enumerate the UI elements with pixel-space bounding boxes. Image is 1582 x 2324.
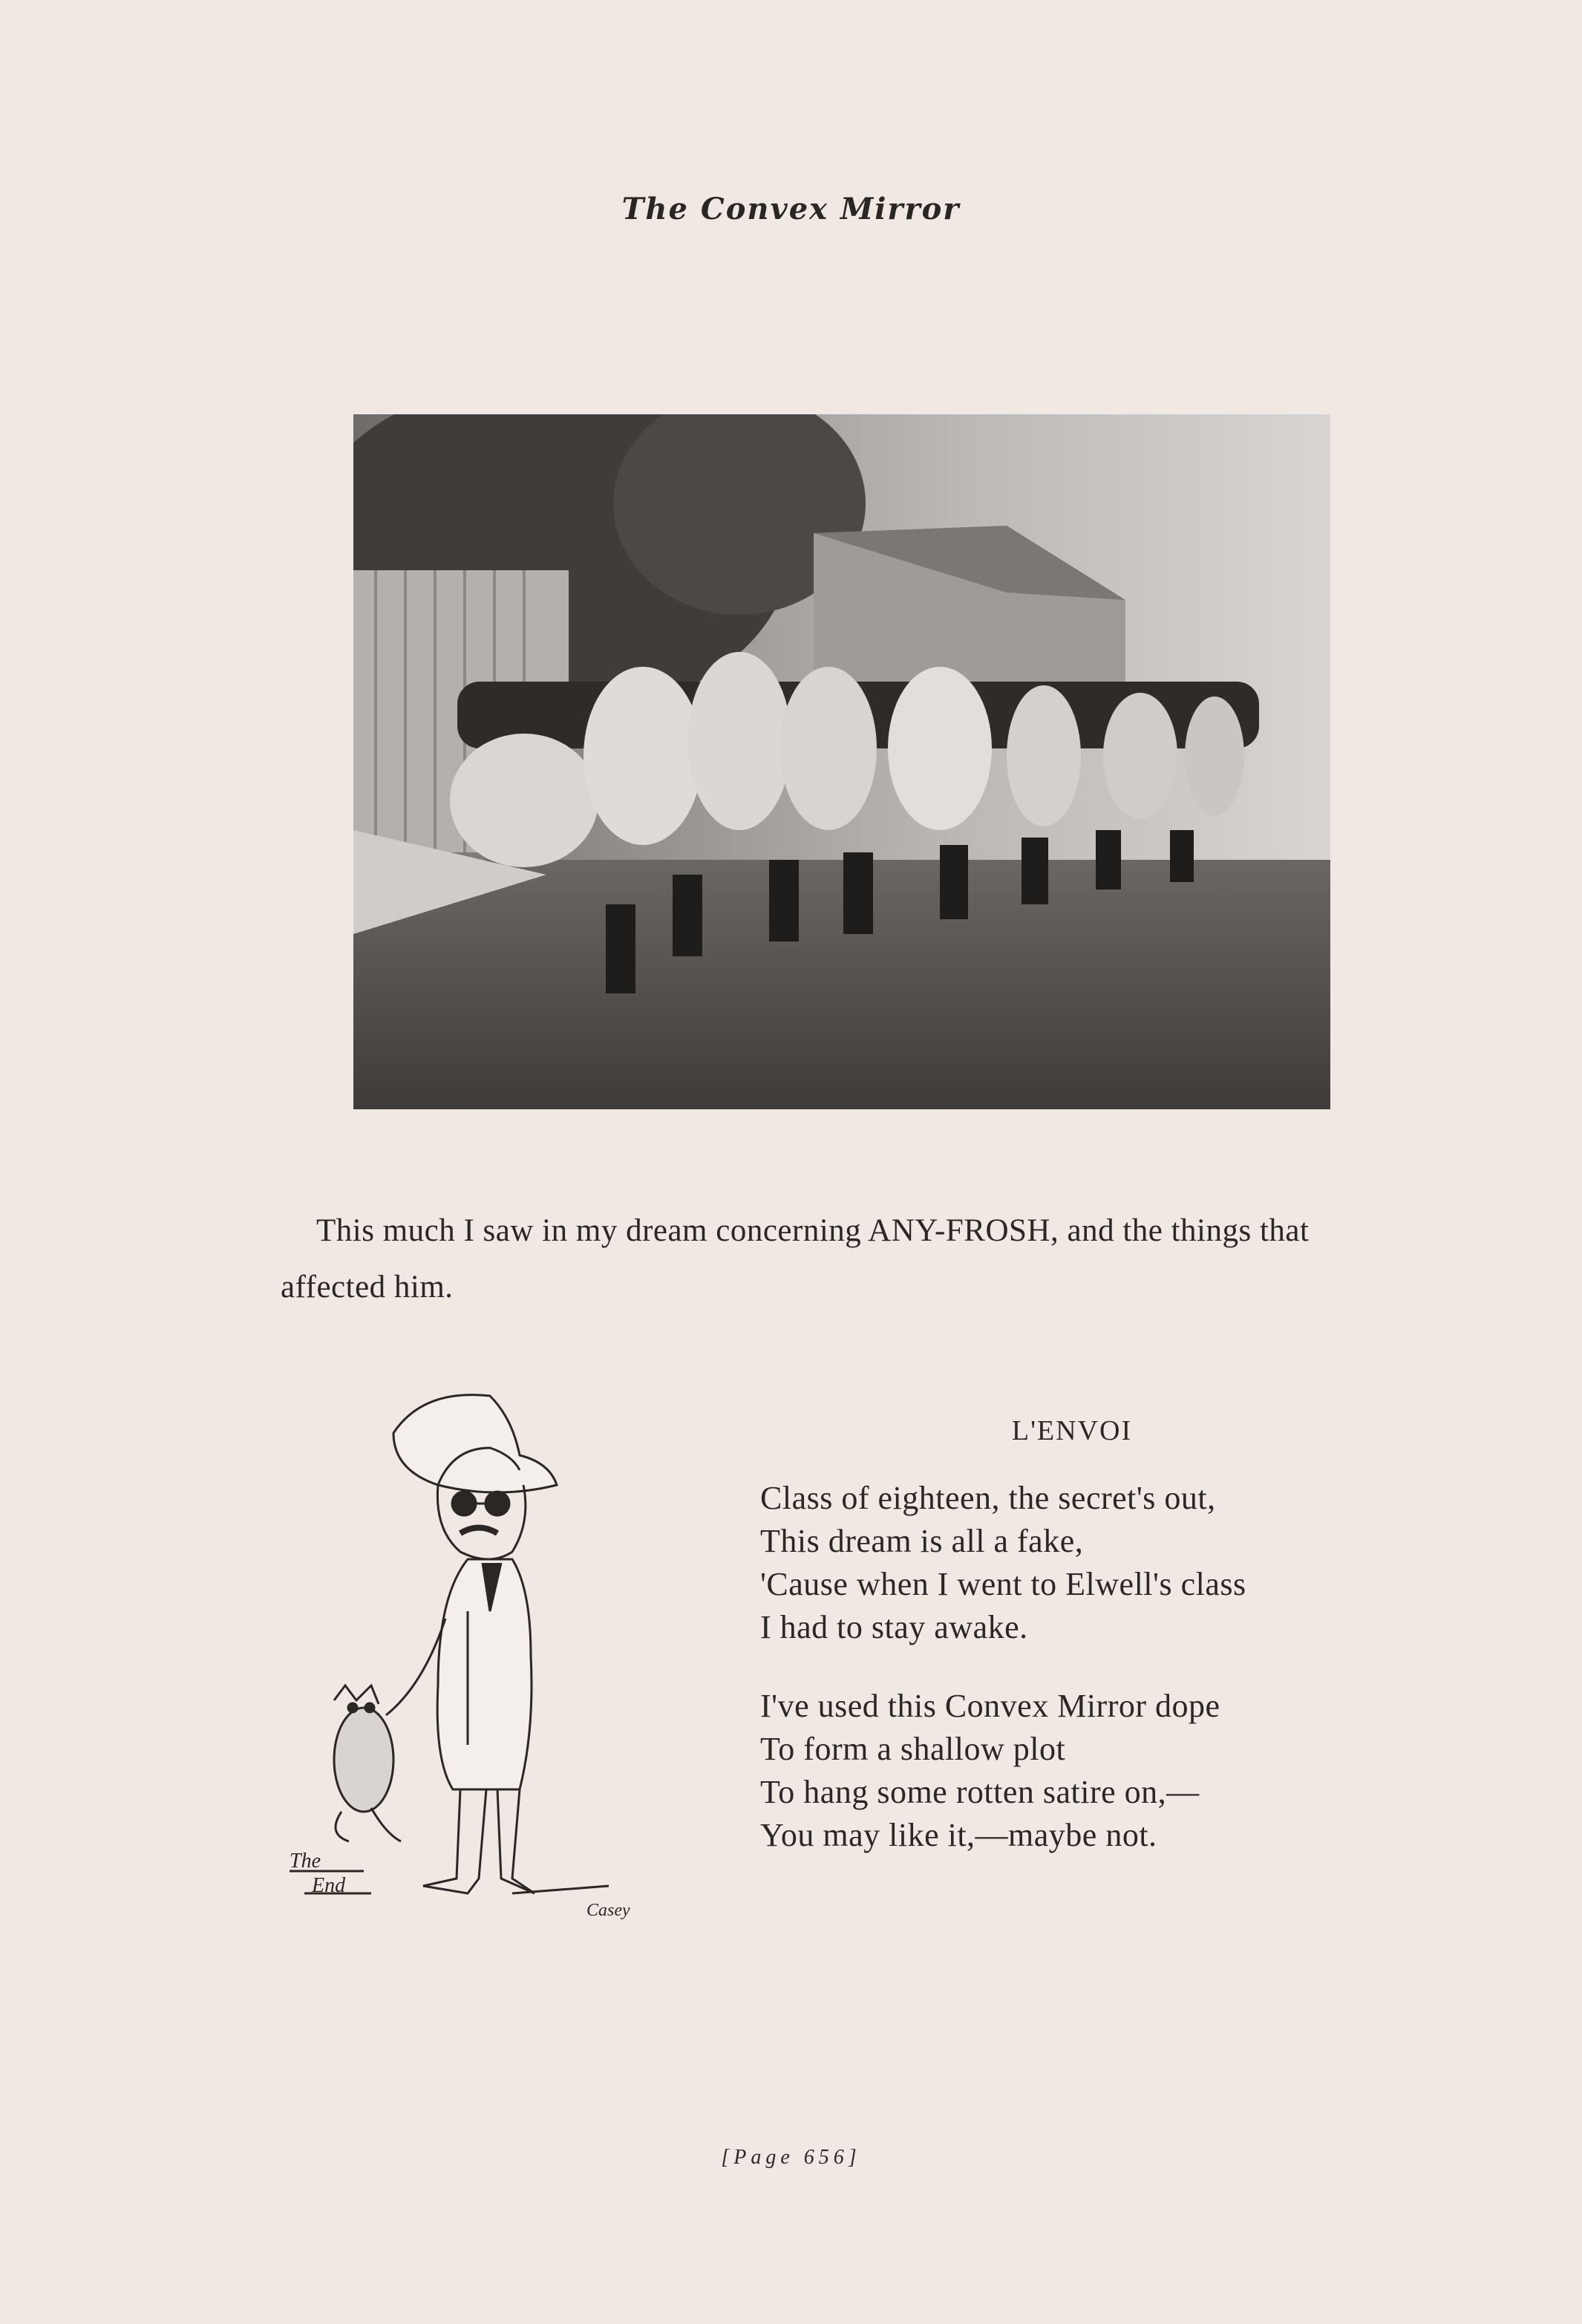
photo-graphic — [353, 414, 1330, 1109]
poem-line: You may like it,—maybe not. — [760, 1817, 1157, 1853]
drawing-signature: Casey — [586, 1901, 630, 1920]
drawing-lettering-end: End — [312, 1874, 346, 1897]
poem-stanza-2 — [760, 1685, 1413, 1857]
poem-line: 'Cause when I went to Elwell's class — [760, 1566, 1246, 1602]
running-head: The Convex Mirror — [621, 192, 961, 226]
poem — [760, 1414, 1413, 1893]
football-scrimmage-photo — [353, 414, 1330, 1109]
man-holding-cat-cartoon — [275, 1374, 676, 1953]
poem-line: To form a shallow plot — [760, 1731, 1066, 1767]
poem-line: I've used this Convex Mirror dope — [760, 1688, 1220, 1724]
drawing-lettering-the: The — [290, 1850, 321, 1873]
body-paragraph: This much I saw in my dream concerning ANY-FROSH, and the things that affected him. — [281, 1213, 1310, 1305]
poem-line: To hang some rotten satire on,— — [760, 1774, 1200, 1810]
poem-title: L'ENVOI — [1011, 1415, 1133, 1446]
poem-line: Class of eighteen, the secret's out, — [760, 1480, 1216, 1516]
poem-line: I had to stay awake. — [760, 1609, 1028, 1645]
page-number: [Page 656] — [721, 2146, 861, 2169]
cartoon-drawing — [275, 1374, 676, 1953]
poem-stanza-1 — [760, 1477, 1413, 1649]
poem-line: This dream is all a fake, — [760, 1523, 1084, 1559]
